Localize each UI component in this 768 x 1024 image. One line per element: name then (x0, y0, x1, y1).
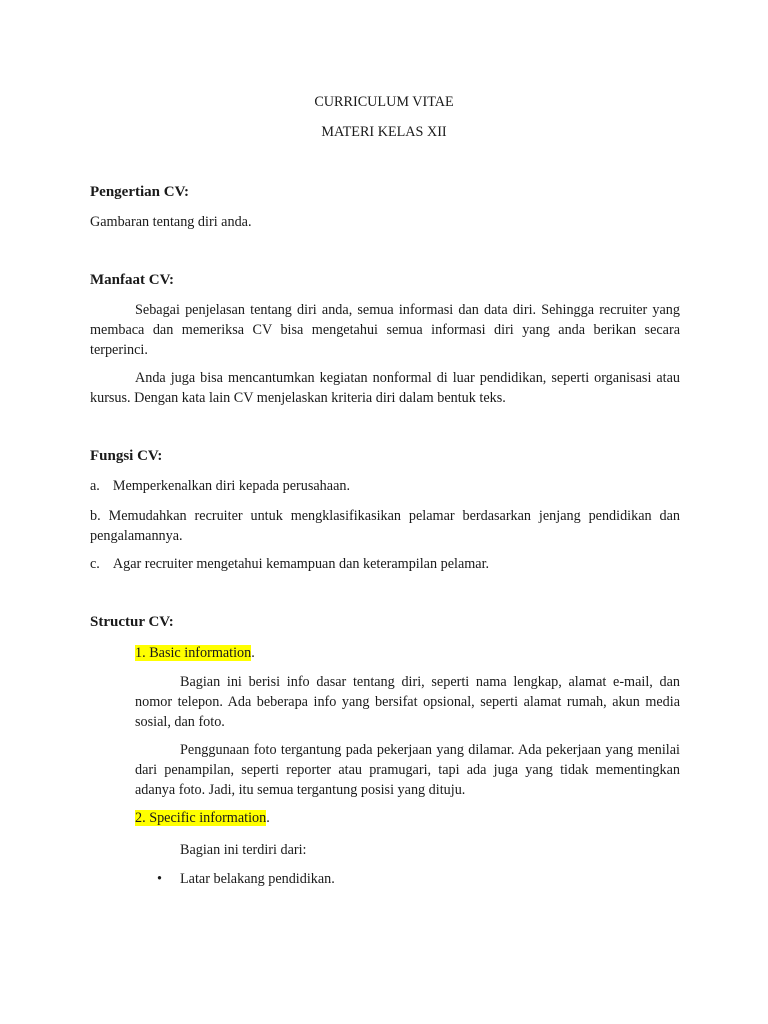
fungsi-item (90, 476, 680, 496)
section-heading-fungsi: Fungsi CV: (90, 448, 163, 464)
manfaat-paragraph-1: Sebagai penjelasan tentang diri anda, semua informasi dan data diri. Sehingga recruiter yang membaca dan memeriksa CV bisa mengetahui semua informasi diri yang anda berikan secara terperinci. (90, 302, 680, 358)
basic-paragraph-2: Penggunaan foto tergantung pada pekerjaan yang dilamar. Ada pekerjaan yang menilai dari penampilan, seperti reporter atau pramugari, tapi ada juga yang tidak mementingkan adanya foto. Jadi, itu semua tergantung posisi yang dituju. (135, 742, 680, 798)
list-item-text: Memperkenalkan diri kepada perusahaan. (112, 478, 351, 494)
fungsi-item (90, 554, 680, 574)
structur-item-specific: 2. Specific information. (135, 810, 270, 826)
bullet-text: Latar belakang pendidikan. (180, 871, 335, 887)
bullet-list-item (0, 869, 768, 889)
highlighted-label: 2. Specific information (135, 810, 267, 826)
list-marker: c. (90, 556, 100, 572)
list-marker: a. (90, 478, 100, 494)
pengertian-text: Gambaran tentang diri anda. (90, 214, 252, 230)
fungsi-item (90, 506, 680, 546)
document-subtitle: MATERI KELAS XII (321, 124, 447, 140)
section-heading-manfaat: Manfaat CV: (90, 272, 175, 288)
highlighted-label: 1. Basic information (135, 645, 252, 661)
manfaat-paragraph-2: Anda juga bisa mencantumkan kegiatan nonformal di luar pendidikan, seperti organisasi atau kursus. Dengan kata lain CV menjelaskan kriteria diri dalam bentuk teks. (90, 370, 680, 406)
list-item-text: Memudahkan recruiter untuk mengklasifikasikan pelamar berdasarkan jenjang pendidikan dan pengalamannya. (90, 508, 680, 544)
list-item-text: Agar recruiter mengetahui kemampuan dan keterampilan pelamar. (112, 556, 490, 572)
list-marker: b. (90, 508, 101, 524)
section-heading-pengertian: Pengertian CV: (90, 184, 190, 200)
specific-intro: Bagian ini terdiri dari: (180, 842, 307, 858)
structur-item-basic: 1. Basic information. (135, 645, 255, 661)
section-heading-structur: Structur CV: (90, 614, 174, 630)
document-title: CURRICULUM VITAE (314, 94, 454, 110)
basic-paragraph-1: Bagian ini berisi info dasar tentang diri, seperti nama lengkap, alamat e-mail, dan nomor telepon. Ada beberapa info yang bersifat opsional, seperti alamat rumah, akun media sosial, dan foto. (135, 674, 680, 730)
bullet-dot-icon: • (157, 871, 162, 887)
